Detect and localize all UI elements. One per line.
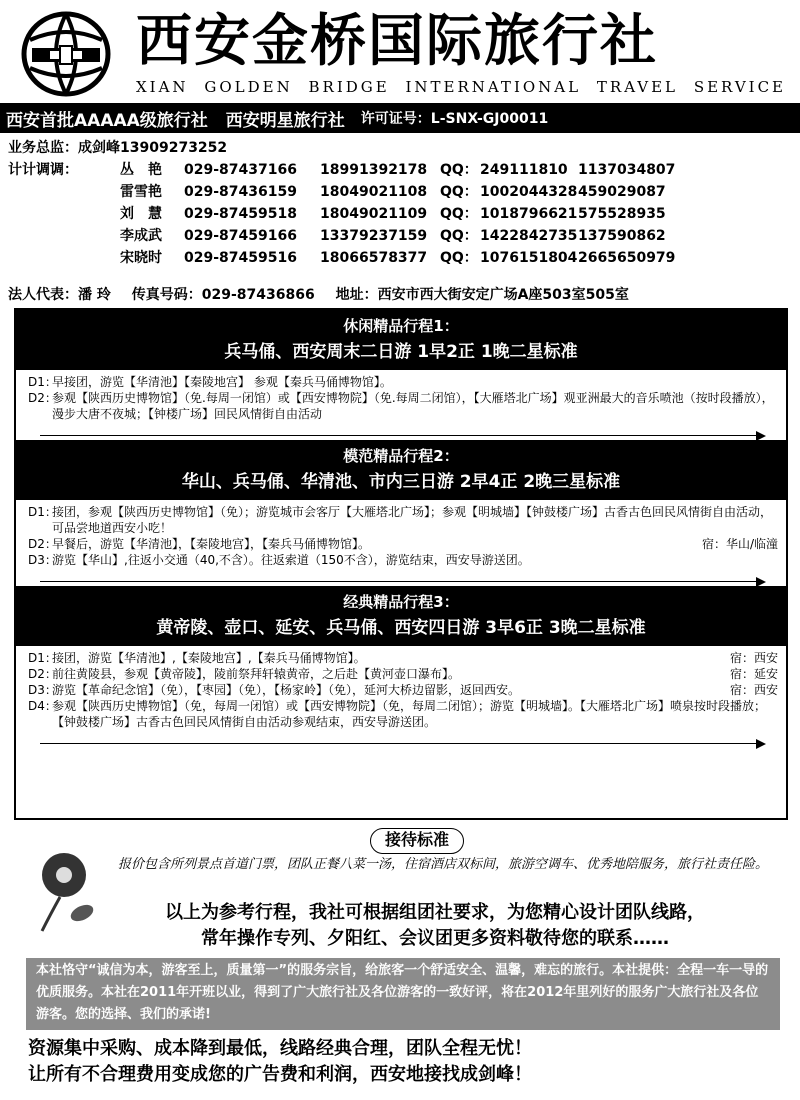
day-text: 接团，参观【陕西历史博物馆】（免）；游览城市会客厅【大雁塔北广场】；参观【明城墙】【钟鼓楼广场】古香古色回民风情街自由活动，可品尝地道西安小吃！	[52, 505, 773, 535]
contact-mobile: 18991392178	[320, 162, 428, 178]
divider-arrow-icon	[40, 572, 762, 582]
day-stay: 宿：西安	[729, 651, 778, 665]
itinerary-day	[28, 374, 778, 390]
legal-line	[8, 284, 798, 306]
day-stay: 宿：西安	[729, 683, 778, 697]
divider-arrow-icon	[40, 426, 762, 436]
contact-qq1: 1018796621	[480, 206, 578, 222]
day-text: 早接团，游览【华清池】【秦陵地宫】 参观【秦兵马俑博物馆】。	[52, 375, 392, 389]
day-text: 游览【华山】,往返小交通（40,不含）。往返索道（150不含），游览结束，西安导游送团。	[52, 553, 530, 567]
itinerary-subtitle: 黄帝陵、壶口、延安、兵马俑、西安四日游 3早6正 3晚二星标准	[156, 618, 646, 638]
title-en-word: INTERNATIONAL	[405, 78, 582, 96]
itinerary-day	[28, 666, 778, 682]
day-label: D2：	[28, 537, 57, 551]
dispatch-label: 计计调调：	[8, 162, 78, 178]
itinerary-day	[28, 682, 778, 698]
agency-title-english	[136, 78, 786, 100]
day-text: 接团，游览【华清池】,【秦陵地宫】,【秦兵马俑博物馆】。	[52, 651, 366, 665]
agency-title: 西安金桥国际旅行社	[136, 8, 658, 74]
contact-name: 丛 艳	[120, 162, 162, 178]
itinerary-day	[28, 536, 778, 552]
contact-qq2: 575528935	[578, 206, 666, 222]
contact-row	[8, 247, 798, 269]
contact-row	[8, 203, 798, 225]
slogan-line-1: 资源集中采购、成本降到最低，线路经典合理，团队全程无忧！	[28, 1038, 532, 1059]
contact-row	[8, 181, 798, 203]
itinerary-subtitle: 华山、兵马俑、华清池、市内三日游 2早4正 2晚三星标准	[181, 472, 621, 492]
itinerary-subtitle: 兵马俑、西安周末二日游 1早2正 1晚二星标准	[224, 342, 578, 362]
itinerary-title: 休闲精品行程1：	[343, 317, 459, 335]
contact-qq1: 1076151804	[480, 250, 578, 266]
day-label: D4：	[28, 699, 57, 713]
qq-label: QQ：	[440, 228, 478, 244]
reference-line-2: 常年操作专列、夕阳红、会议团更多资料敬待您的联系……	[201, 928, 669, 949]
title-en-word: SERVICE	[693, 78, 786, 96]
divider-arrow-icon	[40, 734, 762, 744]
contact-tel: 029-87459166	[184, 228, 297, 244]
contact-name: 刘 慧	[120, 206, 162, 222]
itinerary-day	[28, 552, 778, 568]
itinerary-day	[28, 390, 778, 422]
contact-qq1: 1422842735	[480, 228, 578, 244]
standards-title: 接待标准	[370, 828, 464, 854]
itinerary-days	[16, 500, 786, 570]
office-address: 地址：西安市西大街安定广场A座503室505室	[335, 287, 629, 303]
legal-representative: 法人代表：潘 玲	[8, 287, 111, 303]
contact-qq2: 137590862	[578, 228, 666, 244]
day-label: D3：	[28, 683, 57, 697]
qq-label: QQ：	[440, 250, 478, 266]
title-en-word: GOLDEN	[204, 78, 293, 96]
itinerary-day	[28, 698, 778, 730]
day-text: 早餐后，游览【华清池】，【秦陵地宫】，【秦兵马俑博物馆】。	[52, 537, 371, 551]
contact-name: 宋晓时	[120, 250, 162, 266]
standards-body: 报价包含所列景点首道门票，团队正餐八菜一汤，住宿酒店双标间，旅游空调车、优秀地陪服务，旅行社责任险。	[118, 857, 769, 872]
slogan	[28, 1036, 778, 1088]
itinerary-header	[16, 310, 786, 370]
banner-star: 西安明星旅行社	[225, 110, 345, 131]
license-number: 许可证号：L-SNX-GJ00011	[360, 111, 549, 127]
contact-name: 李成武	[120, 228, 162, 244]
contact-row	[8, 159, 798, 181]
day-text: 游览【革命纪念馆】（免），【枣园】（免），【杨家岭】（免），延河大桥边留影，返回西安。	[52, 683, 521, 697]
qq-label: QQ：	[440, 206, 478, 222]
contact-qq2: 459029087	[578, 184, 666, 200]
contact-name: 雷雪艳	[120, 184, 162, 200]
qq-label: QQ：	[440, 162, 478, 178]
itinerary-header	[16, 440, 786, 500]
service-notice: 本社恪守“诚信为本，游客至上，质量第一”的服务宗旨，给旅客一个舒适安全、温馨，难忘的旅行。本社提供：全程一车一导的优质服务。本社在2011年开班以业，得到了广大旅行社及各位游客的一致好评，将在2012年里列好的服务广大旅行社及各位游客。您的选择、我们的承诺!	[26, 958, 780, 1030]
itinerary-day	[28, 504, 778, 536]
contact-tel: 029-87459516	[184, 250, 297, 266]
contact-row	[8, 225, 798, 247]
itinerary-day	[28, 650, 778, 666]
day-label: D1：	[28, 375, 57, 389]
slogan-line-2: 让所有不合理费用变成您的广告费和利润，西安地接找成剑峰！	[28, 1064, 532, 1085]
contact-qq1: 249111810	[480, 162, 568, 178]
contact-mobile: 18066578377	[320, 250, 428, 266]
contact-tel: 029-87436159	[184, 184, 297, 200]
day-label: D2：	[28, 667, 57, 681]
day-label: D2：	[28, 391, 57, 405]
title-en-word: BRIDGE	[308, 78, 390, 96]
day-stay: 宿：华山/临潼	[701, 537, 778, 551]
reference-line-1: 以上为参考行程，我社可根据组团社要求，为您精心设计团队线路，	[165, 902, 705, 923]
contact-tel: 029-87437166	[184, 162, 297, 178]
contact-mobile: 13379237159	[320, 228, 428, 244]
contact-mobile: 18049021108	[320, 184, 428, 200]
qq-label: QQ：	[440, 184, 478, 200]
itinerary-days	[16, 646, 786, 732]
day-label: D1：	[28, 505, 57, 519]
title-en-word: XIAN	[136, 78, 189, 96]
banner-5a: 西安首批AAAAA级旅行社	[6, 110, 208, 131]
day-label: D1：	[28, 651, 57, 665]
accreditation-banner	[0, 103, 800, 133]
day-text: 参观【陕西历史博物馆】（免，每周一闭馆）或【西安博物院】（免，每周二闭馆）；游览【明城墙】。【大雁塔北广场】喷泉按时段播放；【钟鼓楼广场】古香古色回民风情街自由活动参观结束，西安导游送团。	[52, 699, 767, 729]
day-stay: 宿：延安	[729, 667, 778, 681]
itinerary-title: 经典精品行程3：	[343, 593, 459, 611]
itinerary-title: 模范精品行程2：	[343, 447, 459, 465]
contact-qq2: 2665650979	[578, 250, 676, 266]
contact-mobile: 18049021109	[320, 206, 428, 222]
contact-tel: 029-87459518	[184, 206, 297, 222]
director-line: 业务总监：成剑峰13909273252	[8, 140, 228, 156]
day-text: 前往黄陵县，参观【黄帝陵】，陵前祭拜轩辕黄帝，之后赴【黄河壶口瀑布】。	[52, 667, 461, 681]
title-en-word: TRAVEL	[596, 78, 679, 96]
contact-qq2: 1137034807	[578, 162, 676, 178]
contact-list	[8, 137, 798, 269]
contact-qq1: 1002044328	[480, 184, 578, 200]
itinerary-panel	[14, 308, 788, 820]
reference-note	[80, 900, 790, 952]
day-text: 参观【陕西历史博物馆】（免.每周一闭馆）或【西安博物院】（免.每周二闭馆），【大雁塔北广场】观亚洲最大的音乐喷池（按时段播放），漫步大唐不夜城；【钟楼广场】回民风情街自由活动	[52, 391, 774, 421]
fax-number: 传真号码：029-87436866	[131, 287, 315, 303]
standards-text	[60, 854, 780, 876]
itinerary-days	[16, 370, 786, 424]
itinerary-header	[16, 586, 786, 646]
globe-bridge-logo-icon	[20, 10, 112, 98]
day-label: D3：	[28, 553, 57, 567]
